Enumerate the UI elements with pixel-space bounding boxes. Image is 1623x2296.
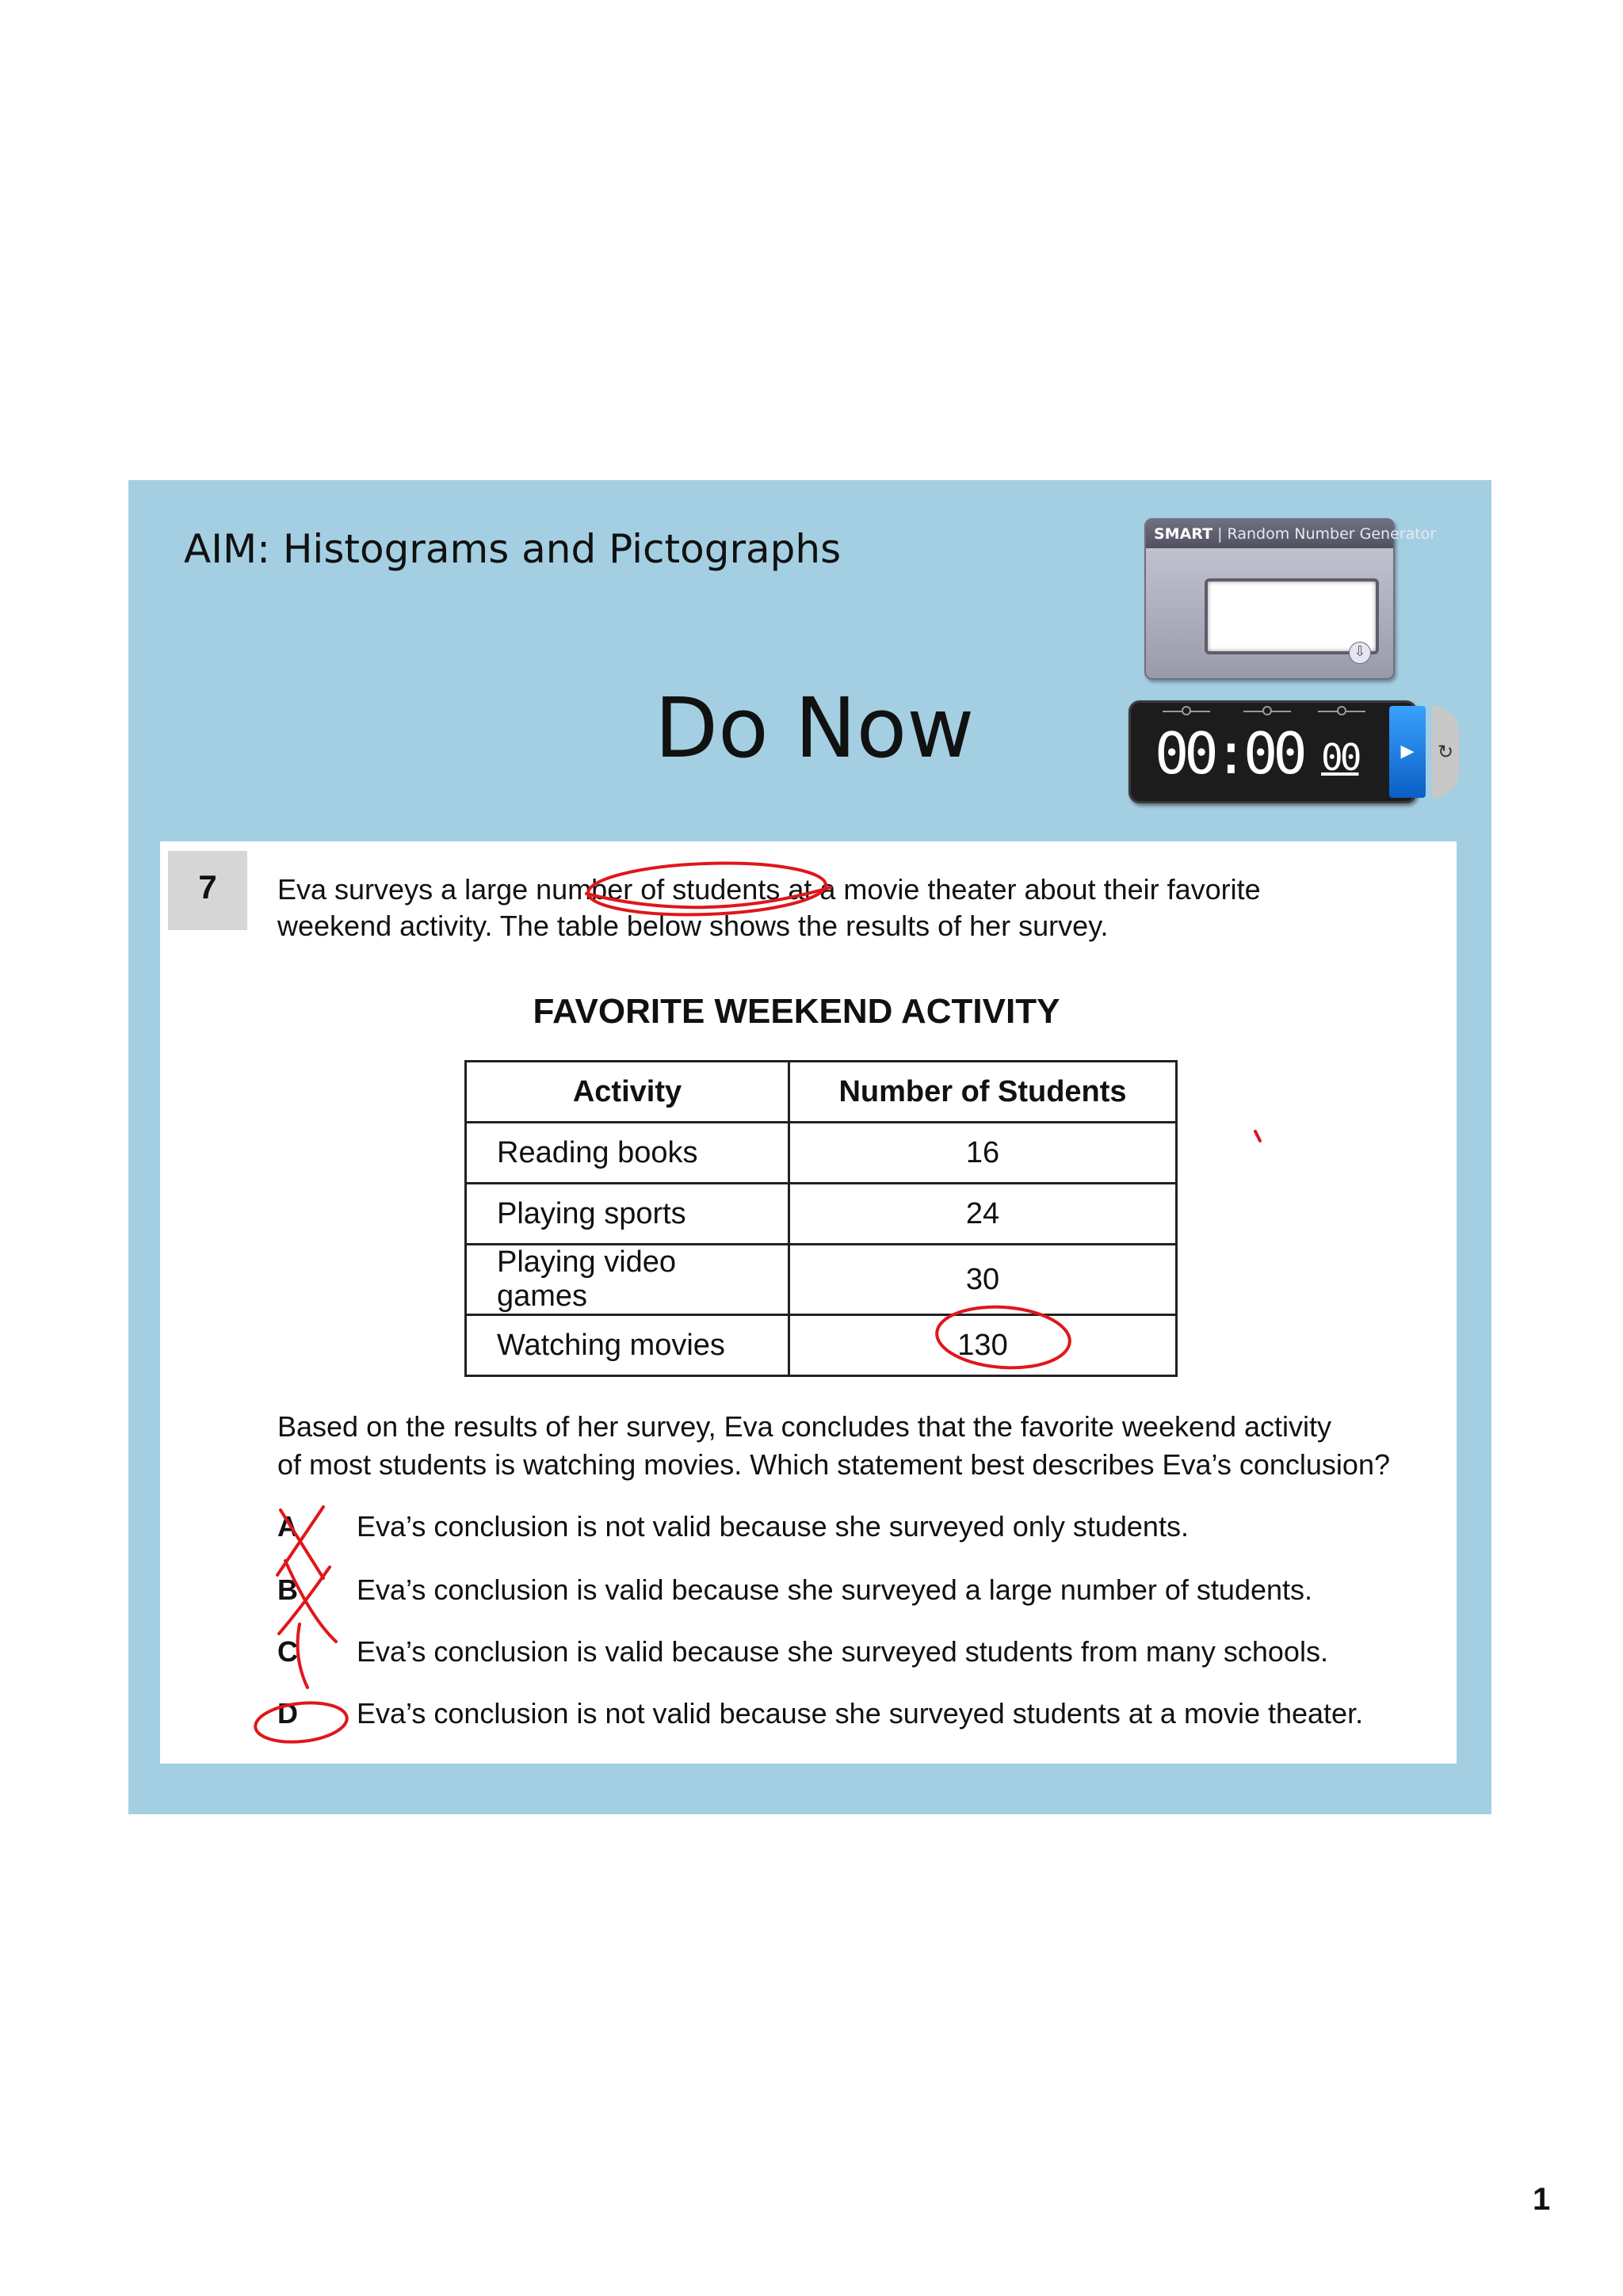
activity-cell: Playing video games (466, 1245, 789, 1315)
rng-title: Random Number Generator (1227, 525, 1437, 543)
activity-header: Activity (466, 1062, 789, 1123)
timer-hundredths: 00 (1321, 736, 1359, 779)
do-now-heading: Do Now (655, 680, 975, 776)
question-intro-line1: Eva surveys a large number of students at a movie theater about their favorite (277, 873, 1261, 906)
timer-display: 00:00 (1155, 720, 1303, 787)
prompt-line1: Based on the results of her survey, Eva concludes that the favorite weekend activity (277, 1410, 1332, 1443)
activity-cell: Watching movies (466, 1315, 789, 1376)
table-row (466, 1123, 1177, 1184)
minutes-adjust-knob[interactable] (1163, 711, 1210, 712)
choice-text: Eva’s conclusion is valid because she surveyed a large number of students. (357, 1573, 1313, 1606)
slide (128, 480, 1491, 1814)
choice-text: Eva’s conclusion is not valid because she surveyed only students. (357, 1510, 1189, 1543)
survey-table (464, 1060, 1178, 1377)
count-cell: 16 (789, 1123, 1177, 1184)
choice-letter: A (277, 1510, 298, 1543)
timer-reset-icon[interactable]: ↻ (1432, 706, 1459, 798)
question-panel (160, 841, 1457, 1764)
count-cell: 130 (789, 1315, 1177, 1376)
timer-play-button[interactable]: ▶ (1389, 706, 1426, 798)
seconds-adjust-knob[interactable] (1243, 711, 1291, 712)
expand-chevron-icon[interactable]: ⇩ (1349, 642, 1371, 664)
rng-divider: | (1217, 525, 1228, 543)
table-header-row (466, 1062, 1177, 1123)
table-row (466, 1245, 1177, 1315)
ink-dot-annotation (1255, 1131, 1260, 1141)
count-cell: 30 (789, 1245, 1177, 1315)
random-number-generator-widget[interactable] (1144, 518, 1437, 680)
choice-text: Eva’s conclusion is valid because she surveyed students from many schools. (357, 1635, 1328, 1668)
choice-letter: C (277, 1635, 298, 1668)
table-row (466, 1184, 1177, 1245)
choice-letter: B (277, 1573, 298, 1606)
choice-text: Eva’s conclusion is not valid because she surveyed students at a movie theater. (357, 1697, 1364, 1730)
rng-titlebar[interactable] (1146, 520, 1437, 548)
activity-cell: Reading books (466, 1123, 789, 1184)
question-number: 7 (168, 851, 247, 930)
table-title: FAVORITE WEEKEND ACTIVITY (533, 992, 1060, 1031)
count-cell: 24 (789, 1184, 1177, 1245)
choice-letter: D (277, 1697, 298, 1730)
aim-title: AIM: Histograms and Pictographs (184, 526, 842, 572)
activity-cell: Playing sports (466, 1184, 789, 1245)
question-intro-line2: weekend activity. The table below shows the results of her survey. (277, 910, 1109, 942)
smart-logo: SMART (1154, 525, 1213, 543)
timer-widget[interactable] (1128, 700, 1454, 803)
students-header: Number of Students (789, 1062, 1177, 1123)
page-number: 1 (1533, 2182, 1551, 2217)
hundredths-adjust-knob[interactable] (1318, 711, 1365, 712)
prompt-line2: of most students is watching movies. Which statement best describes Eva’s conclusion? (277, 1448, 1390, 1481)
table-row (466, 1315, 1177, 1376)
